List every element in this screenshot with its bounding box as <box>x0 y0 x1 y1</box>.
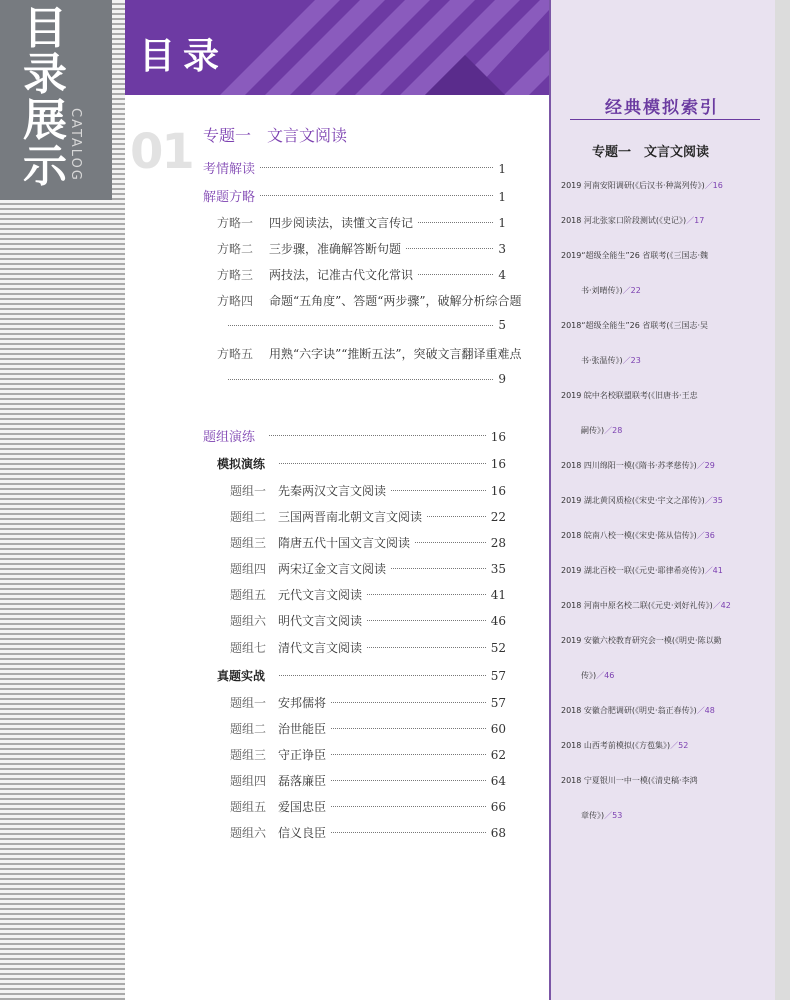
index-entry: 2019 河南安阳调研(《后汉书·种嵩列传》)／16 <box>561 181 723 190</box>
toc-moni-item: 题组一 先秦两汉文言文阅读 16 <box>230 484 506 498</box>
index-entry: 2018“超级全能生”26 省联考(《三国志·吴 书·张温传》)／23 <box>561 321 709 365</box>
index-entry: 2018 山西考前模拟(《方苞集》)／52 <box>561 741 689 750</box>
index-entry: 2019 皖中名校联盟联考(《旧唐书·王忠 嗣传》)／28 <box>561 391 698 435</box>
index-entry: 2018 四川绵阳一模(《隋书·苏孝慈传》)／29 <box>561 461 715 470</box>
toc-moni-item: 题组四 两宋辽金文言文阅读 35 <box>230 562 506 576</box>
toc-kaoqing: 考情解读 1 <box>203 162 506 177</box>
toc-moni-item: 题组五 元代文言文阅读 41 <box>230 588 506 602</box>
toc-zhenti: 真题实战 57 <box>217 669 506 683</box>
side-title: 目录展示 <box>23 3 67 192</box>
toc-moni-item: 题组七 清代文言文阅读 52 <box>230 641 506 655</box>
index-entry: 2018 河南中原名校二联(《元史·刘好礼传》)／42 <box>561 601 731 610</box>
header-title: 目录 <box>139 36 228 77</box>
toc-zhenti-item: 题组三 守正诤臣 62 <box>230 748 506 762</box>
toc-zhenti-item: 题组五 爱国忠臣 66 <box>230 800 506 814</box>
toc-zhenti-item: 题组六 信义良臣 68 <box>230 826 506 840</box>
toc-moni: 模拟演练 16 <box>217 457 506 471</box>
toc-zhenti-item: 题组一 安邦儒将 57 <box>230 696 506 710</box>
catalog-label: CATALOG <box>68 108 83 182</box>
toc-method: 方略一 四步阅读法，读懂文言传记 1 <box>217 216 506 230</box>
toc-method: 方略五 用熟“六字诀”“推断五法”，突破文言翻译重难点 <box>217 347 522 361</box>
section-title <box>203 123 347 146</box>
index-entry: 2018 安徽合肥调研(《明史·翁正春传》)／48 <box>561 706 715 715</box>
toc-method-cont: 5 <box>228 318 506 332</box>
index-subtitle: 专题一 文言文阅读 <box>592 145 710 160</box>
index-entry: 2019“超级全能生”26 省联考(《三国志·魏 书·刘晴传》)／22 <box>561 251 709 295</box>
toc-method: 方略二 三步骤，准确解答断句题 3 <box>217 242 506 256</box>
section-name: 文言文阅读 <box>267 126 348 145</box>
toc-method-cont: 9 <box>228 372 506 386</box>
toc-moni-item: 题组三 隋唐五代十国文言文阅读 28 <box>230 536 506 550</box>
index-entry: 2018 皖南八校一模(《宋史·陈从信传》)／36 <box>561 531 715 540</box>
side-title-box <box>0 0 112 200</box>
index-entry: 2018 河北张家口阶段测试(《史记》)／17 <box>561 216 705 225</box>
toc-moni-item: 题组六 明代文言文阅读 46 <box>230 614 506 628</box>
toc-tizu: 题组演练 16 <box>203 430 506 445</box>
section-number: 01 <box>130 124 193 180</box>
toc-moni-item: 题组二 三国两晋南北朝文言文阅读 22 <box>230 510 506 524</box>
toc-header <box>125 0 549 95</box>
toc-method: 方略四 命题“五角度”、答题“两步骤”，破解分析综合题 <box>217 294 522 308</box>
section-label: 专题一 <box>203 126 252 145</box>
index-divider <box>570 119 760 120</box>
index-entry: 2019 安徽六校教育研究会一模(《明史·陈以勤 传》)／46 <box>561 636 722 680</box>
toc-jieti: 解题方略 1 <box>203 190 506 205</box>
index-title: 经典模拟索引 <box>605 98 719 118</box>
index-entry: 2019 湖北百校一联(《元史·耶律希亮传》)／41 <box>561 566 723 575</box>
toc-method: 方略三 两技法，记准古代文化常识 4 <box>217 268 506 282</box>
right-edge <box>775 0 790 1000</box>
index-entry: 2018 宁夏银川一中一模(《清史稿·李鸿 章传》)／53 <box>561 776 698 820</box>
toc-zhenti-item: 题组四 磊落廉臣 64 <box>230 774 506 788</box>
index-entry: 2019 湖北黄冈质检(《宋史·宇文之邵传》)／35 <box>561 496 723 505</box>
toc-zhenti-item: 题组二 治世能臣 60 <box>230 722 506 736</box>
